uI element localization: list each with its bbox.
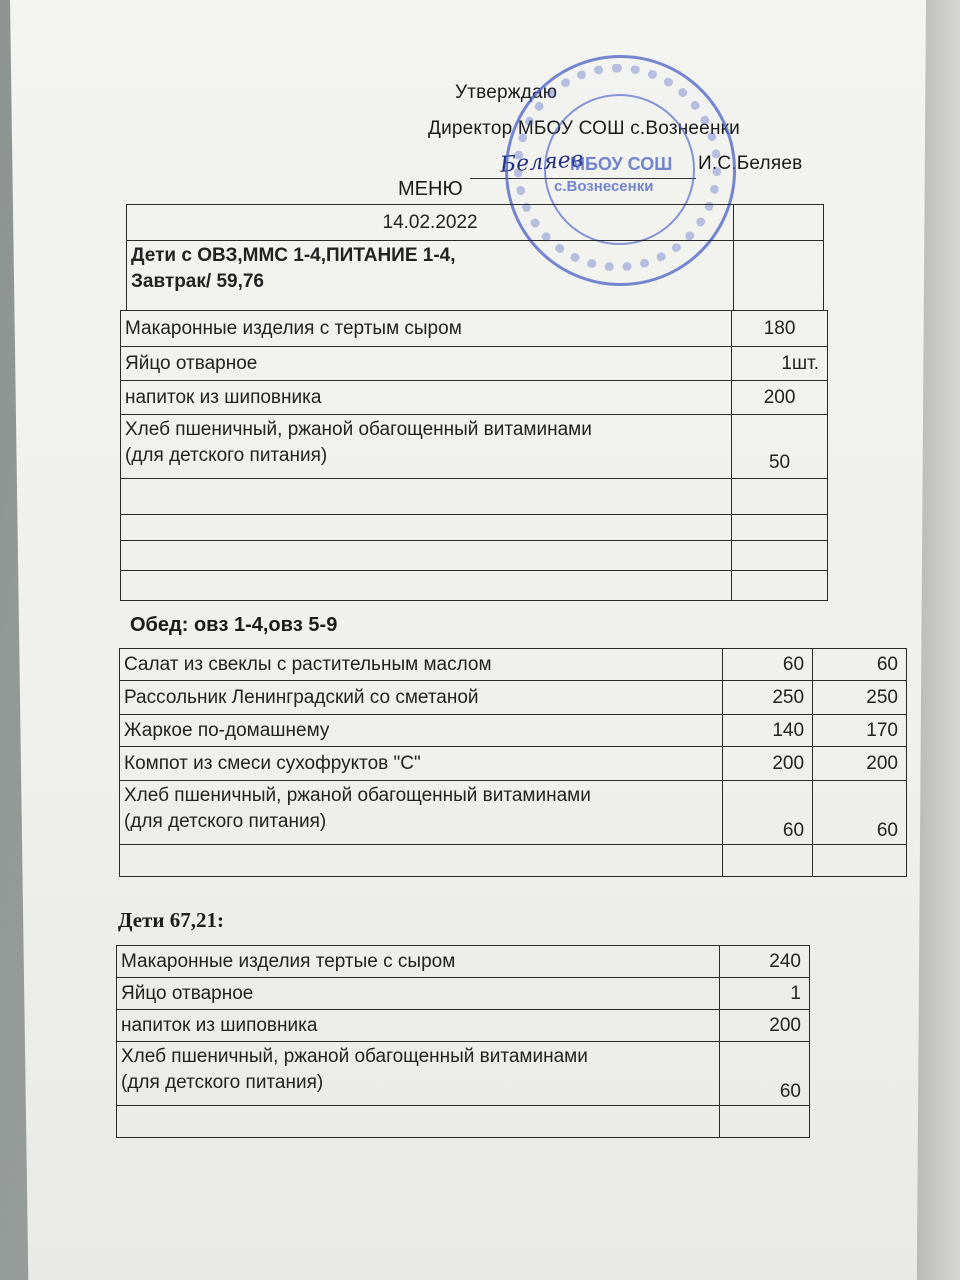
empty-row	[121, 515, 828, 541]
dish-name: Макаронные изделия с тертым сыром	[121, 311, 732, 347]
date-row	[127, 205, 824, 241]
table-row	[121, 311, 828, 347]
group-row	[127, 241, 824, 311]
stamp-text-1: МБОУ СОШ	[570, 154, 673, 174]
dish-name	[121, 415, 732, 479]
dish-name	[117, 1042, 720, 1106]
stamp-text-2: с.Вознесенки	[554, 178, 654, 195]
dish-name: Салат из свеклы с растительным маслом	[120, 649, 723, 681]
table-row	[121, 415, 828, 479]
dish-name: Рассольник Ленинградский со сметаной	[120, 681, 723, 715]
table-row	[117, 1010, 810, 1042]
table-row	[120, 715, 907, 747]
lunch-table	[119, 648, 907, 877]
dish-qty-2: 170	[813, 715, 907, 747]
children-table	[116, 945, 810, 1138]
dish-qty: 240	[720, 946, 810, 978]
dish-qty: 60	[720, 1042, 810, 1106]
dish-name: Макаронные изделия тертые с сыром	[117, 946, 720, 978]
table-row	[121, 347, 828, 381]
dish-name: Компот из смеси сухофруктов "С"	[120, 747, 723, 781]
dish-name: Яйцо отварное	[121, 347, 732, 381]
dish-name-line-1: Хлеб пшеничный, ржаной обагощенный витаминами	[124, 785, 591, 806]
breakfast-items-table	[120, 310, 828, 601]
dish-qty-2: 200	[813, 747, 907, 781]
dish-name-line-2: (для детского питания)	[121, 1072, 324, 1093]
group-line-1: Дети с ОВЗ,ММС 1-4,ПИТАНИЕ 1-4,	[131, 245, 456, 266]
menu-title: МЕНЮ	[398, 178, 463, 200]
table-row	[117, 978, 810, 1010]
dish-name	[120, 781, 723, 845]
dish-name: напиток из шиповника	[117, 1010, 720, 1042]
group-line-2: Завтрак/ 59,76	[131, 271, 264, 292]
dish-qty-2: 60	[813, 781, 907, 845]
signature-line	[470, 178, 696, 179]
children-heading: Дети 67,21:	[118, 908, 224, 932]
dish-qty: 1шт.	[732, 347, 828, 381]
empty-row	[120, 845, 907, 877]
menu-date: 14.02.2022	[127, 205, 734, 241]
dish-qty-1: 60	[723, 649, 813, 681]
table-row	[117, 946, 810, 978]
dish-name-line-1: Хлеб пшеничный, ржаной обагощенный витаминами	[125, 419, 592, 440]
empty-row	[121, 571, 828, 601]
signature-mark: Беляев	[499, 147, 585, 178]
empty-cell	[734, 205, 824, 241]
dish-name-line-2: (для детского питания)	[125, 445, 328, 466]
dish-qty: 1	[720, 978, 810, 1010]
dish-name-line-1: Хлеб пшеничный, ржаной обагощенный витаминами	[121, 1046, 588, 1067]
table-row	[121, 381, 828, 415]
dish-qty-2: 250	[813, 681, 907, 715]
table-row	[120, 649, 907, 681]
group-heading	[127, 241, 734, 311]
dish-name-line-2: (для детского питания)	[124, 811, 327, 832]
dish-qty-1: 140	[723, 715, 813, 747]
lunch-heading: Обед: овз 1-4,овз 5-9	[130, 614, 338, 636]
dish-qty-1: 60	[723, 781, 813, 845]
dish-qty: 200	[720, 1010, 810, 1042]
dish-qty: 180	[732, 311, 828, 347]
table-row	[120, 681, 907, 715]
dish-qty-1: 250	[723, 681, 813, 715]
director-name: И.С.Беляев	[698, 153, 803, 174]
dish-qty: 200	[732, 381, 828, 415]
breakfast-table	[126, 204, 824, 311]
dish-qty: 50	[732, 415, 828, 479]
table-row	[117, 1042, 810, 1106]
dish-qty-2: 60	[813, 649, 907, 681]
table-row	[120, 781, 907, 845]
dish-name: напиток из шиповника	[121, 381, 732, 415]
dish-name: Яйцо отварное	[117, 978, 720, 1010]
empty-row	[121, 479, 828, 515]
approval-label: Утверждаю	[455, 82, 558, 103]
dish-qty-1: 200	[723, 747, 813, 781]
dish-name: Жаркое по-домашнему	[120, 715, 723, 747]
director-title: Директор МБОУ СОШ с.Вознеенки	[428, 118, 740, 139]
empty-row	[117, 1106, 810, 1138]
empty-cell	[734, 241, 824, 311]
table-row	[120, 747, 907, 781]
empty-row	[121, 541, 828, 571]
